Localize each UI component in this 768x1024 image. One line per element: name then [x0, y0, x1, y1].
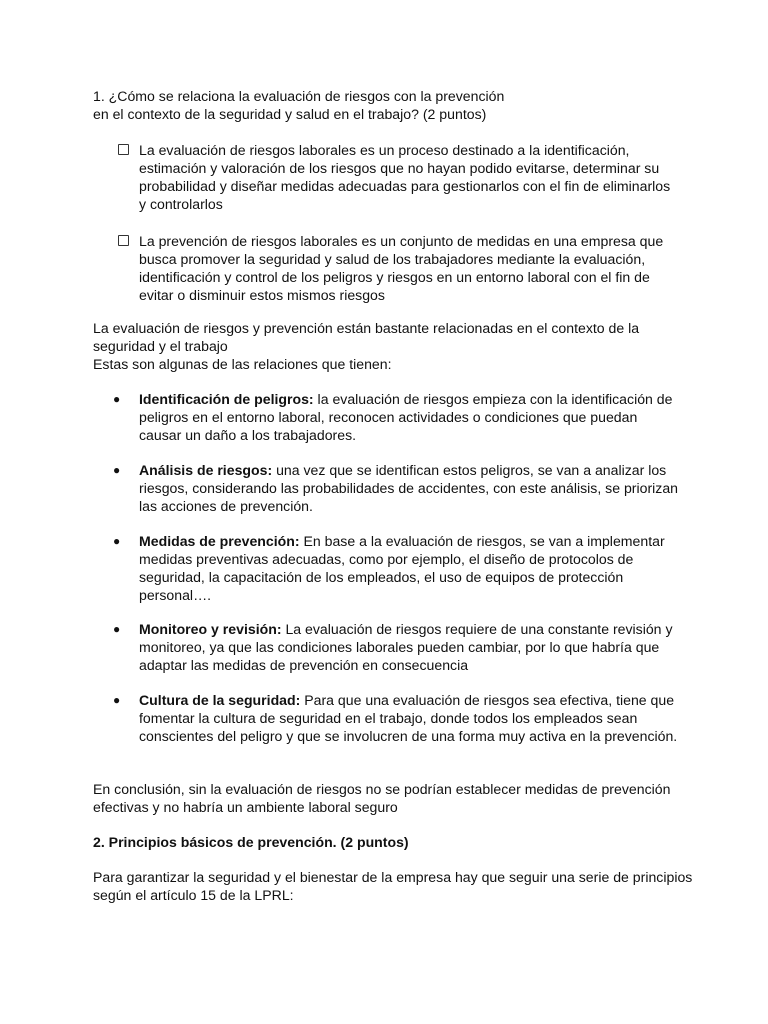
- list-item-body: En base a la evaluación de riesgos, se van a implementar medidas preventivas adecuadas, como por ejemplo, el diseño de protocolos de seguridad, la capacitación de los empleados, el uso de equipos de protección personal….: [139, 533, 665, 603]
- bullet-icon: ●: [113, 622, 121, 636]
- checkbox-icon[interactable]: [118, 235, 129, 246]
- list-item-identificacion: [113, 390, 683, 444]
- list-item-term: Monitoreo y revisión:: [139, 621, 282, 637]
- checkbox-option-label: La evaluación de riesgos laborales es un proceso destinado a la identificación, estimación y valoración de los riesgos que no hayan podido evitarse, determinar su probabilidad y diseñar medidas adecuadas para gestionarlos con el fin de eliminarlos y controlarlos: [139, 142, 671, 212]
- question-2-title: [93, 833, 693, 851]
- list-item-text: [139, 620, 683, 674]
- list-item-text: [139, 390, 683, 444]
- list-item-monitoreo: [113, 620, 683, 674]
- list-item-text: [139, 691, 683, 745]
- list-item-body: la evaluación de riesgos empieza con la identificación de peligros en el entorno laboral, reconocen actividades o condiciones que puedan causar un daño a los trabajadores.: [139, 391, 673, 443]
- question-2-title-text: 2. Principios básicos de prevención. (2 puntos): [93, 834, 409, 850]
- bullet-icon: ●: [113, 463, 121, 477]
- question-1-title-line-1: 1. ¿Cómo se relaciona la evaluación de riesgos con la prevención: [93, 88, 505, 104]
- list-item-term: Identificación de peligros:: [139, 391, 314, 407]
- intro-paragraph: [93, 319, 693, 373]
- checkbox-option-label: La prevención de riesgos laborales es un conjunto de medidas en una empresa que busca promover la seguridad y salud de los trabajadores mediante la evaluación, identificación y control de los peligros y riesgos en un entorno laboral con el fin de evitar o disminuir estos mismos riesgos: [139, 233, 664, 303]
- list-item-analisis: [113, 461, 683, 515]
- intro-line-1: La evaluación de riesgos y prevención están bastante relacionadas en el contexto de la seguridad y el trabajo: [93, 320, 640, 354]
- conclusion-text: En conclusión, sin la evaluación de riesgos no se podrían establecer medidas de prevención efectivas y no habría un ambiente laboral seguro: [93, 781, 671, 815]
- list-item-medidas: [113, 532, 683, 604]
- list-item-term: Cultura de la seguridad:: [139, 692, 301, 708]
- list-item-text: [139, 461, 683, 515]
- checkbox-option-prevencion[interactable]: [118, 232, 678, 304]
- question-2-intro: [93, 868, 693, 904]
- list-item-body: Para que una evaluación de riesgos sea efectiva, tiene que fomentar la cultura de seguridad en el trabajo, donde todos los empleados sean conscientes del peligro y que se involucren de una forma muy activa en la prevención.: [139, 692, 678, 744]
- question-1-title: [93, 87, 693, 123]
- conclusion-paragraph: [93, 780, 693, 816]
- list-item-cultura: [113, 691, 683, 745]
- checkbox-icon[interactable]: [118, 144, 129, 155]
- list-item-body: La evaluación de riesgos requiere de una constante revisión y monitoreo, ya que las condiciones laborales pueden cambiar, por lo que habría que adaptar las medidas de prevención en consecuencia: [139, 621, 673, 673]
- intro-line-2: Estas son algunas de las relaciones que tienen:: [93, 356, 392, 372]
- question-2-intro-text: Para garantizar la seguridad y el bienestar de la empresa hay que seguir una serie de principios según el artículo 15 de la LPRL:: [93, 869, 693, 903]
- question-1-title-line-2: en el contexto de la seguridad y salud en el trabajo? (2 puntos): [93, 106, 487, 122]
- bullet-icon: ●: [113, 392, 121, 406]
- list-item-text: [139, 532, 683, 604]
- bullet-icon: ●: [113, 693, 121, 707]
- list-item-term: Análisis de riesgos:: [139, 462, 273, 478]
- list-item-term: Medidas de prevención:: [139, 533, 300, 549]
- bullet-icon: ●: [113, 534, 121, 548]
- checkbox-option-evaluacion[interactable]: [118, 141, 678, 213]
- list-item-body: una vez que se identifican estos peligros, se van a analizar los riesgos, considerando las probabilidades de accidentes, con este análisis, se priorizan las acciones de prevención.: [139, 462, 679, 514]
